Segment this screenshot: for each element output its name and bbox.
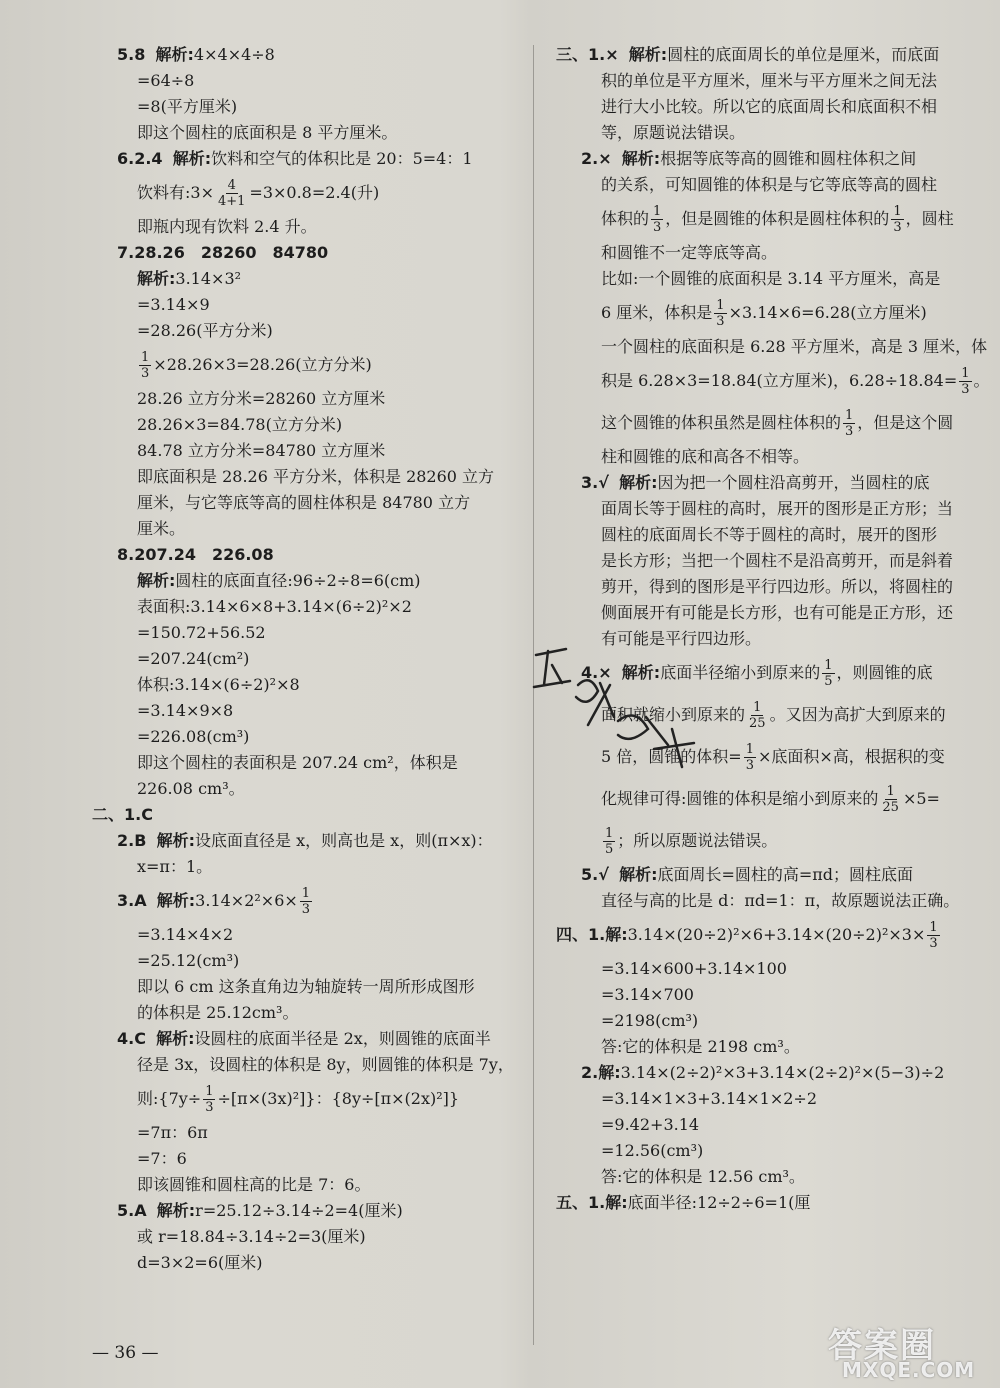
answer-line: 二、1.C — [92, 805, 153, 824]
answer-line: 答:它的体积是 2198 cm³。 — [601, 1037, 800, 1056]
answer-line: 化规律可得:圆锥的体积是缩小到原来的 $\frac{1}{25}$ ×5= — [601, 783, 940, 815]
answer-line: =3.14×4×2 — [137, 925, 234, 944]
fraction: $\frac{1}{3}$ — [893, 203, 902, 235]
answer-line: 这个圆锥的体积虽然是圆柱体积的 $\frac{1}{3}$ ，但是这个圆 — [601, 407, 954, 439]
answer-line: 积是 6.28×3=18.84(立方厘米)，6.28÷18.84= $\frac{1}{3}$ 。 — [601, 365, 990, 397]
fraction: $\frac{1}{3}$ — [205, 1083, 214, 1115]
answer-line: 厘米，与它等底等高的圆柱体积是 84780 立方 — [137, 493, 471, 512]
answer-line: 进行大小比较。所以它的底面周长和底面积不相 — [601, 97, 938, 116]
fraction: $\frac{1}{5}$ — [824, 657, 833, 689]
answer-line: 2.B 解析: 设底面直径是 x，则高也是 x，则(π×x)： — [117, 831, 493, 850]
answer-line: 等，原题说法错误。 — [601, 123, 746, 142]
answer-line: 即瓶内现有饮料 2.4 升。 — [137, 217, 317, 236]
answer-line: 三、1.× 解析: 圆柱的底面周长的单位是厘米，而底面 — [556, 45, 940, 64]
answer-line: 侧面展开有可能是长方形，也有可能是正方形，还 — [601, 603, 954, 622]
fraction: $\frac{1}{5}$ — [605, 825, 614, 857]
fraction: $\frac{1}{3}$ — [716, 297, 725, 329]
answer-line: 一个圆柱的底面积是 6.28 平方厘米，高是 3 厘米，体 — [601, 337, 988, 356]
answer-line: d=3×2=6(厘米) — [137, 1253, 263, 1272]
answer-line: 5.√ 解析: 底面周长=圆柱的高=πd；圆柱底面 — [581, 865, 914, 884]
answer-line: =226.08(cm³) — [137, 727, 250, 746]
fraction: $\frac{1}{3}$ — [929, 919, 938, 951]
fraction: $\frac{1}{3}$ — [141, 349, 150, 381]
answer-line: 28.26 立方分米=28260 立方厘米 — [137, 389, 386, 408]
answer-line: =3.14×1×3+3.14×1×2÷2 — [601, 1089, 817, 1108]
answer-line: 面积就缩小到原来的 $\frac{1}{25}$ 。又因为高扩大到原来的 — [601, 699, 946, 731]
answer-line: =28.26(平方分米) — [137, 321, 273, 340]
answer-line: =3.14×9 — [137, 295, 210, 314]
answer-line: 答:它的体积是 12.56 cm³。 — [601, 1167, 805, 1186]
answer-line: =8(平方厘米) — [137, 97, 238, 116]
answer-line: 四、1.解: 3.14×(20÷2)²×6+3.14×(20÷2)²×3× $\frac{1}{3}$ — [556, 919, 938, 951]
answer-line: =25.12(cm³) — [137, 951, 240, 970]
answer-line: 的体积是 25.12cm³。 — [137, 1003, 299, 1022]
fraction: $\frac{1}{3}$ — [961, 365, 970, 397]
answer-line: =3.14×700 — [601, 985, 694, 1004]
answer-line: 五、1.解: 底面半径:12÷2÷6=1(厘 — [556, 1193, 811, 1212]
answer-line: 即这个圆柱的表面积是 207.24 cm²，体积是 — [137, 753, 458, 772]
answer-line: $\frac{1}{5}$ ；所以原题说法错误。 — [605, 825, 778, 857]
answer-line: 8.207.24 226.08 — [117, 545, 274, 564]
answer-line: $\frac{1}{3}$ ×28.26×3=28.26(立方分米) — [141, 349, 372, 381]
answer-line: x=π：1。 — [137, 857, 213, 876]
answer-line: 即该圆锥和圆柱高的比是 7：6。 — [137, 1175, 371, 1194]
answer-line: 柱和圆锥的底和高各不相等。 — [601, 447, 810, 466]
answer-line: 226.08 cm³。 — [137, 779, 245, 798]
answer-line: 直径与高的比是 d：πd=1：π，故原题说法正确。 — [601, 891, 960, 910]
answer-line: 剪开，得到的图形是平行四边形。所以，将圆柱的 — [601, 577, 954, 596]
answer-line: 解析: 圆柱的底面直径:96÷2÷8=6(cm) — [137, 571, 421, 590]
answer-line: 3.√ 解析: 因为把一个圆柱沿高剪开，当圆柱的底 — [581, 473, 930, 492]
answer-line: 面周长等于圆柱的高时，展开的图形是正方形；当 — [601, 499, 954, 518]
fraction: $\frac{4}{4+1}$ — [217, 177, 246, 209]
answer-line: 7.28.26 28260 84780 — [117, 243, 329, 262]
answer-line: =2198(cm³) — [601, 1011, 699, 1030]
answer-line: 3.A 解析: 3.14×2²×6× $\frac{1}{3}$ — [117, 885, 311, 917]
answer-line: 5 倍，圆锥的体积= $\frac{1}{3}$ ×底面积×高，根据积的变 — [601, 741, 945, 773]
answer-line: 表面积:3.14×6×8+3.14×(6÷2)²×2 — [137, 597, 412, 616]
answer-line: 2.解: 3.14×(2÷2)²×3+3.14×(2÷2)²×(5−3)÷2 — [581, 1063, 945, 1082]
answer-line: 比如:一个圆锥的底面积是 3.14 平方厘米，高是 — [601, 269, 941, 288]
answer-line: 是长方形；当把一个圆柱不是沿高剪开，而是斜着 — [601, 551, 954, 570]
answer-line: 的关系，可知圆锥的体积是与它等底等高的圆柱 — [601, 175, 938, 194]
answer-line: =3.14×600+3.14×100 — [601, 959, 787, 978]
answer-line: 饮料有:3× $\frac{4}{4+1}$ =3×0.8=2.4(升) — [137, 177, 380, 209]
answer-line: 5.8 解析: 4×4×4÷8 — [117, 45, 275, 64]
answer-line: 圆柱的底面周长不等于圆柱的高时，展开的图形 — [601, 525, 938, 544]
answer-line: 体积:3.14×(6÷2)²×8 — [137, 675, 300, 694]
fraction: $\frac{1}{3}$ — [301, 885, 311, 917]
answer-line: =9.42+3.14 — [601, 1115, 700, 1134]
fraction: $\frac{1}{25}$ — [749, 699, 766, 731]
answer-line: =3.14×9×8 — [137, 701, 234, 720]
answer-line: 4.C 解析: 设圆柱的底面半径是 2x，则圆锥的底面半 — [117, 1029, 491, 1048]
fraction: $\frac{1}{3}$ — [845, 407, 854, 439]
answer-line: 体积的 $\frac{1}{3}$ ，但是圆锥的体积是圆柱体积的 $\frac{1}{3}$ ，圆柱 — [601, 203, 954, 235]
answer-line: 5.A 解析: r=25.12÷3.14÷2=4(厘米) — [117, 1201, 403, 1220]
watermark: 答案圈 MXQE.COM — [828, 1326, 976, 1382]
answer-line: 和圆锥不一定等底等高。 — [601, 243, 778, 262]
page-number: — 36 — — [92, 1343, 159, 1363]
answer-line: 有可能是平行四边形。 — [601, 629, 762, 648]
answer-line: =12.56(cm³) — [601, 1141, 704, 1160]
answer-line: 6 厘米，体积是 $\frac{1}{3}$ ×3.14×6=6.28(立方厘米) — [601, 297, 927, 329]
fraction: $\frac{1}{3}$ — [745, 741, 754, 773]
answer-line: 28.26×3=84.78(立方分米) — [137, 415, 343, 434]
answer-line: =7π：6π — [137, 1123, 208, 1142]
fraction: $\frac{1}{25}$ — [882, 783, 899, 815]
answer-line: 即以 6 cm 这条直角边为轴旋转一周所形成图形 — [137, 977, 475, 996]
answer-line: 径是 3x，设圆柱的体积是 8y，则圆锥的体积是 7y， — [137, 1055, 514, 1074]
answer-line: 4.× 解析: 底面半径缩小到原来的 $\frac{1}{5}$ ，则圆锥的底 — [581, 657, 933, 689]
answer-line: 即这个圆柱的底面积是 8 平方厘米。 — [137, 123, 398, 142]
answer-line: =207.24(cm²) — [137, 649, 250, 668]
fraction: $\frac{1}{3}$ — [653, 203, 662, 235]
answer-line: =150.72+56.52 — [137, 623, 266, 642]
answer-line: 或 r=18.84÷3.14÷2=3(厘米) — [137, 1227, 366, 1246]
answer-line: 即底面积是 28.26 平方分米，体积是 28260 立方 — [137, 467, 495, 486]
answer-line: 厘米。 — [137, 519, 186, 538]
answer-line: 解析: 3.14×3² — [137, 269, 242, 288]
answer-line: =64÷8 — [137, 71, 195, 90]
answer-line: 积的单位是平方厘米，厘米与平方厘米之间无法 — [601, 71, 938, 90]
answer-line: 2.× 解析: 根据等底等高的圆锥和圆柱体积之间 — [581, 149, 917, 168]
left-column — [92, 42, 532, 1276]
answer-line: 6.2.4 解析: 饮料和空气的体积比是 20：5=4：1 — [117, 149, 473, 168]
answer-line: 则:{7y÷ $\frac{1}{3}$ ÷[π×(3x)²]}：{8y÷[π×(2x)²]} — [137, 1083, 460, 1115]
handwritten-scribble — [518, 625, 718, 785]
answer-line: =7：6 — [137, 1149, 187, 1168]
answer-line: 84.78 立方分米=84780 立方厘米 — [137, 441, 386, 460]
